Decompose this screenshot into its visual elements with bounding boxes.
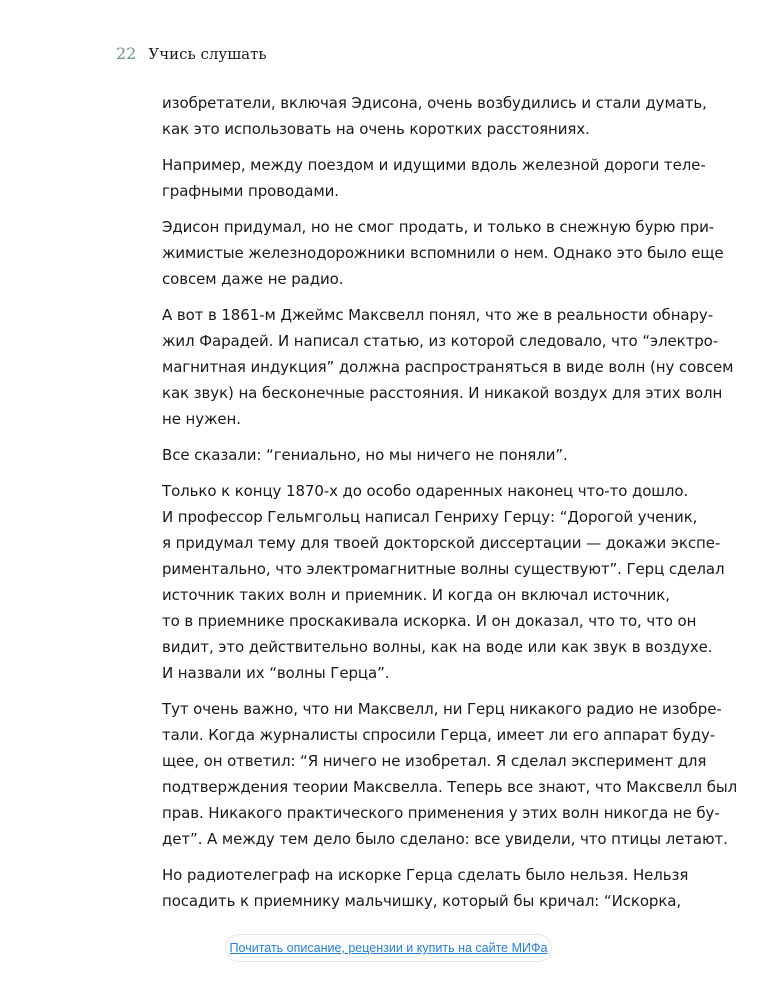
- footer-link-container: [225, 934, 552, 962]
- paragraph: [162, 90, 707, 142]
- text-line: прав. Никакого практического применения у этих волн никогда не бу-: [162, 804, 720, 822]
- paragraph: [162, 478, 725, 686]
- paragraph: [162, 442, 702, 468]
- text-line: я придумал тему для твоей докторской диссертации — докажи экспе-: [162, 534, 721, 552]
- paragraph: [162, 696, 738, 852]
- text-line: риментально, что электромагнитные волны существуют”. Герц сделал: [162, 560, 725, 578]
- text-line: как звук) на бесконечные расстояния. И никакой воздух для этих волн: [162, 384, 723, 402]
- text-line: не нужен.: [162, 410, 241, 428]
- text-line: Тут очень важно, что ни Максвелл, ни Герц никакого радио не изобре-: [162, 700, 722, 718]
- text-line: изобретатели, включая Эдисона, очень возбудились и стали думать,: [162, 94, 707, 112]
- page-header: [116, 44, 267, 63]
- running-title: Учись слушать: [148, 45, 267, 63]
- text-line: Все сказали: “гениально, но мы ничего не поняли”.: [162, 446, 568, 464]
- buy-book-link[interactable]: Почитать описание, рецензии и купить на сайте МИФа: [225, 934, 552, 962]
- page-number: 22: [116, 44, 137, 63]
- text-line: И профессор Гельмгольц написал Генриху Герцу: “Дорогой ученик,: [162, 508, 698, 526]
- text-line: Но радиотелеграф на искорке Герца сделать было нельзя. Нельзя: [162, 866, 689, 884]
- body-text: [162, 90, 738, 924]
- text-line: графными проводами.: [162, 182, 339, 200]
- text-line: А вот в 1861-м Джеймс Максвелл понял, что же в реальности обнару-: [162, 306, 714, 324]
- paragraph: [162, 302, 734, 432]
- text-line: подтверждения теории Максвелла. Теперь все знают, что Максвелл был: [162, 778, 738, 796]
- text-line: совсем даже не радио.: [162, 270, 344, 288]
- text-line: видит, это действительно волны, как на воде или как звук в воздухе.: [162, 638, 713, 656]
- paragraph: [162, 214, 724, 292]
- text-line: тали. Когда журналисты спросили Герца, имеет ли его аппарат буду-: [162, 726, 716, 744]
- text-line: Только к концу 1870-х до особо одаренных наконец что-то дошло.: [162, 482, 689, 500]
- text-line: как это использовать на очень коротких расстояниях.: [162, 120, 590, 138]
- paragraph: [162, 862, 702, 914]
- text-line: жил Фарадей. И написал статью, из которой следовало, что “электро-: [162, 332, 719, 350]
- text-line: то в приемнике проскакивала искорка. И он доказал, что то, что он: [162, 612, 697, 630]
- text-line: магнитная индукция” должна распространяться в виде волн (ну совсем: [162, 358, 734, 376]
- text-line: источник таких волн и приемник. И когда он включал источник,: [162, 586, 670, 604]
- text-line: Эдисон придумал, но не смог продать, и только в снежную бурю при-: [162, 218, 715, 236]
- text-line: И назвали их “волны Герца”.: [162, 664, 390, 682]
- text-line: посадить к приемнику мальчишку, который бы кричал: “Искорка,: [162, 892, 682, 910]
- paragraph: [162, 152, 706, 204]
- text-line: дет”. А между тем дело было сделано: все увидели, что птицы летают.: [162, 830, 728, 848]
- text-line: жимистые железнодорожники вспомнили о нем. Однако это было еще: [162, 244, 724, 262]
- text-line: щее, он ответил: “Я ничего не изобретал. Я сделал эксперимент для: [162, 752, 707, 770]
- text-line: Например, между поездом и идущими вдоль железной дороги теле-: [162, 156, 706, 174]
